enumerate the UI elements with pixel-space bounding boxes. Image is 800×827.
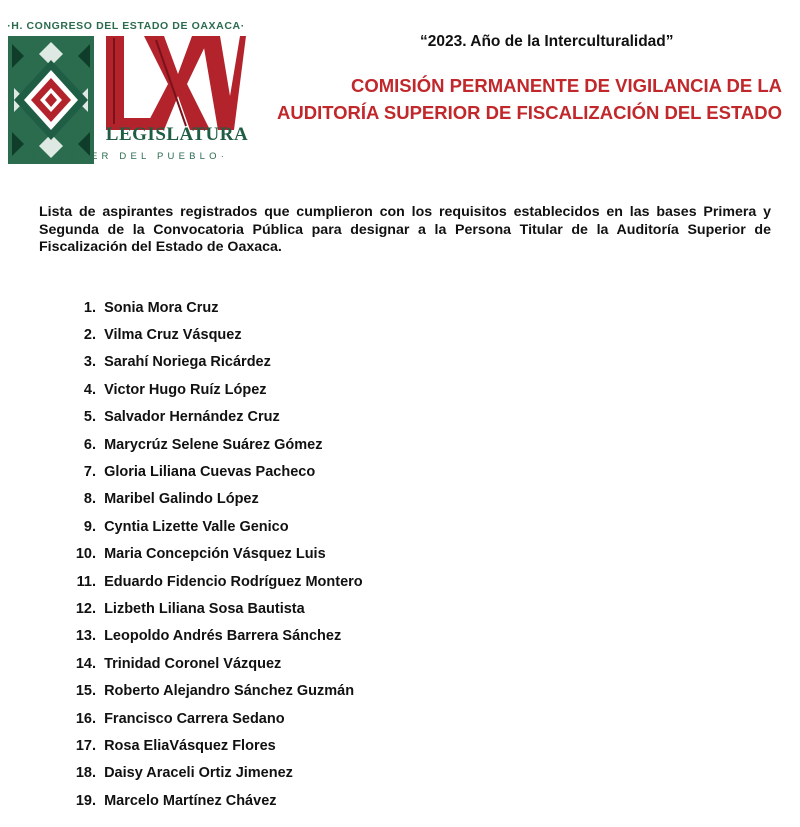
- list-item: [58, 294, 363, 321]
- list-item-name: Trinidad Coronel Vázquez: [104, 655, 282, 672]
- list-item-number: 3.: [83, 354, 96, 371]
- lxv-roman-numeral-icon: [104, 34, 246, 138]
- list-item: [58, 513, 363, 540]
- list-item-number: 16.: [75, 710, 96, 727]
- list-item: [58, 349, 363, 376]
- oaxaca-emblem-icon: [8, 36, 94, 164]
- commission-title-line-1: COMISIÓN PERMANENTE DE VIGILANCIA DE LA: [350, 75, 782, 96]
- list-item-name: Francisco Carrera Sedano: [104, 710, 285, 727]
- list-item-number: 8.: [83, 491, 96, 508]
- list-item-name: Salvador Hernández Cruz: [104, 409, 280, 426]
- list-item: [58, 595, 363, 622]
- list-item-number: 1.: [83, 299, 96, 316]
- list-item-number: 10.: [75, 546, 96, 563]
- list-item-number: 19.: [75, 792, 96, 809]
- list-item-number: 12.: [75, 600, 96, 617]
- list-item-name: Sarahí Noriega Ricárdez: [104, 354, 271, 371]
- list-item-name: Maribel Galindo López: [104, 491, 259, 508]
- congress-logo: [4, 20, 248, 170]
- logo-bottom-text: ·EL PODER DEL PUEBLO·: [23, 151, 229, 162]
- list-item: [58, 650, 363, 677]
- list-item-name: Gloria Liliana Cuevas Pacheco: [104, 464, 316, 481]
- logo-top-text: ·H. CONGRESO DEL ESTADO DE OAXACA·: [7, 20, 245, 32]
- list-item-number: 9.: [83, 518, 96, 535]
- list-item-number: 6.: [83, 436, 96, 453]
- logo-legislatura-text: LEGISLATURA: [105, 124, 249, 145]
- intro-paragraph: Lista de aspirantes registrados que cumplieron con los requisitos establecidos en las bases Primera y Segunda de la Convocatoria Pública para designar a la Persona Titular de la Auditoría Superior de Fiscalización del Estado de Oaxaca.: [39, 204, 771, 255]
- list-item: [58, 677, 363, 704]
- list-item: [58, 431, 363, 458]
- list-item-name: Leopoldo Andrés Barrera Sánchez: [104, 628, 342, 645]
- list-item-number: 17.: [75, 737, 96, 754]
- list-item: [58, 623, 363, 650]
- list-item-name: Marycrúz Selene Suárez Gómez: [104, 436, 323, 453]
- list-item: [58, 486, 363, 513]
- list-item-name: Daisy Araceli Ortiz Jimenez: [104, 765, 293, 782]
- list-item: [58, 376, 363, 403]
- list-item-number: 4.: [83, 381, 96, 398]
- list-item: [58, 568, 363, 595]
- list-item-name: Lizbeth Liliana Sosa Bautista: [104, 600, 305, 617]
- list-item-number: 14.: [75, 655, 96, 672]
- list-item: [58, 321, 363, 348]
- list-item-name: Cyntia Lizette Valle Genico: [104, 518, 289, 535]
- list-item: [58, 705, 363, 732]
- list-item: [58, 458, 363, 485]
- list-item-number: 18.: [75, 765, 96, 782]
- list-item-number: 5.: [83, 409, 96, 426]
- list-item: [58, 760, 363, 787]
- list-item-name: Eduardo Fidencio Rodríguez Montero: [104, 573, 363, 590]
- list-item-name: Victor Hugo Ruíz López: [104, 381, 267, 398]
- commission-title: [262, 72, 782, 126]
- year-motto: “2023. Año de la Interculturalidad”: [420, 33, 674, 50]
- list-item-number: 2.: [83, 327, 96, 344]
- list-item-name: Marcelo Martínez Chávez: [104, 792, 277, 809]
- list-item: [58, 732, 363, 759]
- list-item-number: 11.: [76, 573, 96, 590]
- list-item-number: 13.: [75, 628, 96, 645]
- list-item-name: Roberto Alejandro Sánchez Guzmán: [104, 683, 355, 700]
- list-item-number: 7.: [83, 464, 96, 481]
- list-item-name: Sonia Mora Cruz: [104, 299, 219, 316]
- list-item-name: Rosa EliaVásquez Flores: [104, 737, 276, 754]
- list-item-number: 15.: [75, 683, 96, 700]
- list-item: [58, 787, 363, 814]
- document-header: [0, 0, 800, 180]
- list-item: [58, 404, 363, 431]
- commission-title-line-2: AUDITORÍA SUPERIOR DE FISCALIZACIÓN DEL ESTADO: [276, 102, 782, 123]
- list-item-name: Maria Concepción Vásquez Luis: [104, 546, 326, 563]
- applicant-list: [58, 294, 363, 814]
- list-item-name: Vilma Cruz Vásquez: [104, 327, 242, 344]
- list-item: [58, 541, 363, 568]
